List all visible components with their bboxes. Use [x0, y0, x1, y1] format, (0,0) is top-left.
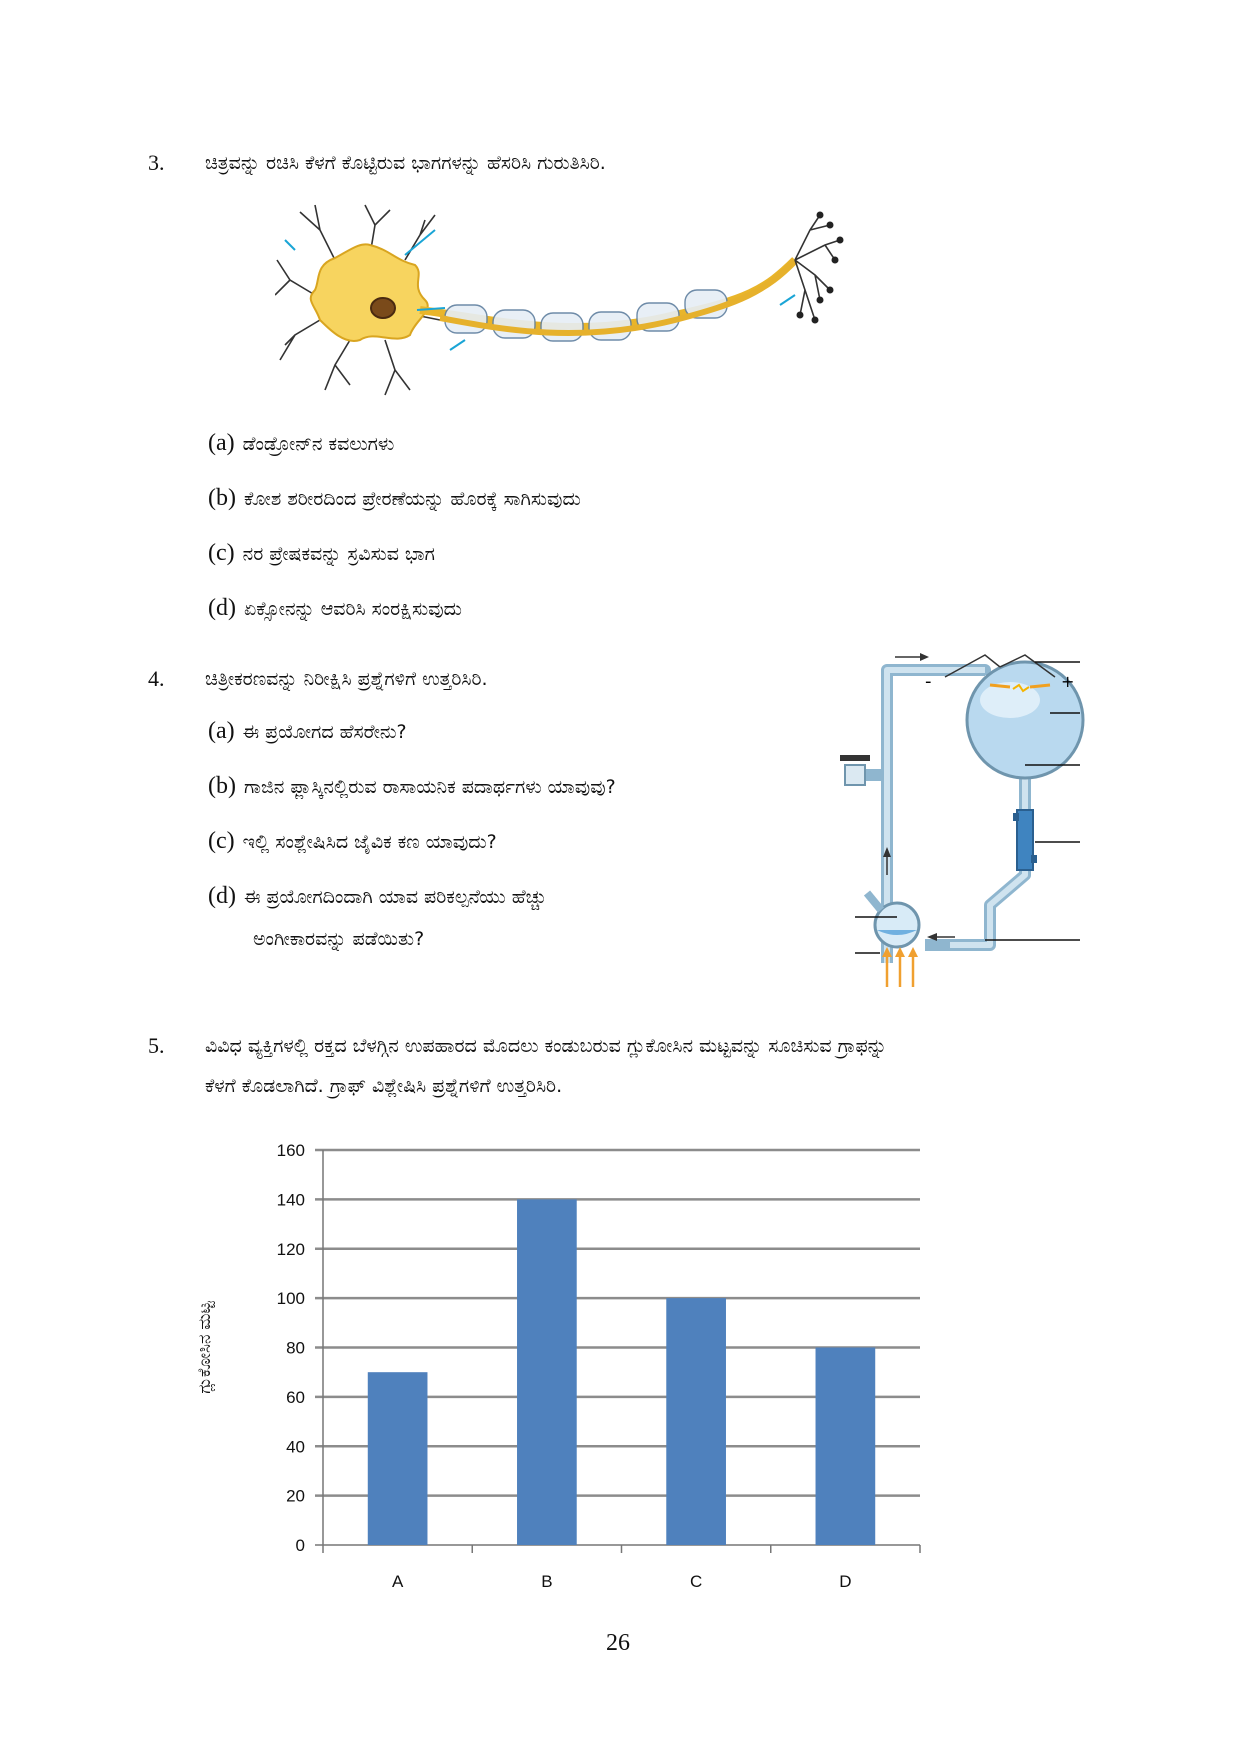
q5-line1: ವಿವಿಧ ವ್ಯಕ್ತಿಗಳಲ್ಲಿ ರಕ್ತದ ಬೆಳಗ್ಗಿನ ಉಪಹಾರದ ಮೊದಲು ಕಂಡುಬರುವ ಗ್ಲುಕೋಸಿನ ಮಟ್ಟವನ್ನು ಸೂಚಿಸುವ ಗ್ರಾಫನ್ನು: [205, 1035, 887, 1057]
q4-option-a: [208, 718, 407, 745]
q5-number: 5.: [148, 1033, 165, 1058]
option-label: (b): [208, 485, 236, 511]
electrode-minus-label: -: [925, 671, 932, 692]
bar-c: [666, 1298, 726, 1545]
y-tick-label: 40: [286, 1437, 305, 1457]
y-tick-label: 80: [286, 1338, 305, 1358]
y-axis-label: ಗ್ಲುಕೋಸಿನ ಮಟ್ಟ: [195, 1301, 214, 1394]
q4-text: ಚಿತ್ರೀಕರಣವನ್ನು ನಿರೀಕ್ಷಿಸಿ ಪ್ರಶ್ನೆಗಳಿಗೆ ಉತ್ತರಿಸಿರಿ.: [205, 668, 488, 690]
option-text: ನರ ಪ್ರೇಷಕವನ್ನು ಸ್ರವಿಸುವ ಭಾಗ: [242, 543, 435, 565]
bar-b: [517, 1199, 577, 1545]
y-tick-labels: [277, 1141, 305, 1555]
y-tick-label: 140: [276, 1190, 305, 1210]
option-label: (d): [208, 883, 236, 909]
page-number: 26: [606, 1630, 630, 1656]
q3-option-d: [208, 595, 462, 622]
q4-option-b: [208, 773, 616, 800]
stopcock: [840, 755, 870, 785]
y-tick-label: 60: [286, 1387, 305, 1407]
q3-option-a: [208, 430, 394, 457]
category-label: A: [391, 1572, 404, 1591]
option-text: ಕೋಶ ಶರೀರದಿಂದ ಪ್ರೇರಣೆಯನ್ನು ಹೊರಕ್ಕೆ ಸಾಗಿಸುವುದು: [243, 488, 581, 510]
option-label: (c): [208, 828, 235, 854]
bar-a: [368, 1372, 428, 1545]
q4-option-c: [208, 828, 497, 855]
axon-terminals: [795, 215, 840, 320]
option-text: ಗಾಜಿನ ಫ್ಲಾಸ್ಕಿನಲ್ಲಿರುವ ರಾಸಾಯನಿಕ ಪದಾರ್ಥಗಳು ಯಾವುವು?: [243, 776, 616, 798]
water-flask: [875, 903, 919, 947]
y-tick-label: 120: [276, 1239, 305, 1259]
neuron-figure: [275, 200, 885, 410]
option-text: ಏಕ್ಸೋನನ್ನು ಆವರಿಸಿ ಸಂರಕ್ಷಿಸುವುದು: [243, 598, 462, 620]
category-label: B: [541, 1572, 553, 1591]
y-tick-label: 160: [276, 1141, 305, 1160]
q4-option-d: [208, 883, 547, 910]
miller-urey-apparatus: [825, 645, 1085, 995]
option-text: ಇಲ್ಲಿ ಸಂಶ್ಲೇಷಿಸಿದ ಜೈವಿಕ ಕಣ ಯಾವುದು?: [242, 831, 497, 853]
q3-option-c: [208, 540, 435, 567]
option-text: ಈ ಪ್ರಯೋಗದಿಂದಾಗಿ ಯಾವ ಪರಿಕಲ್ಪನೆಯು ಹೆಚ್ಚು: [243, 886, 547, 908]
category-label: D: [839, 1572, 852, 1591]
cell-body: [311, 244, 428, 341]
q3-text: ಚಿತ್ರವನ್ನು ರಚಿಸಿ ಕೆಳಗೆ ಕೊಟ್ಟಿರುವ ಭಾಗಗಳನ್ನು ಹೆಸರಿಸಿ ಗುರುತಿಸಿರಿ.: [205, 152, 606, 174]
condenser: [1017, 810, 1033, 870]
option-label: (a): [208, 718, 235, 744]
option-text: ಡೆಂಡ್ರೋನ್‌ನ ಕವಲುಗಳು: [242, 433, 395, 455]
category-label: C: [689, 1572, 703, 1591]
option-label: (a): [208, 430, 235, 456]
electrode-plus-label: +: [1061, 672, 1075, 691]
q3-number: 3.: [148, 150, 165, 175]
bar-d: [816, 1348, 876, 1546]
bars: [368, 1199, 875, 1545]
nucleus: [371, 298, 395, 318]
option-label: (b): [208, 773, 236, 799]
q4-number: 4.: [148, 666, 165, 691]
flow-arrow-icon: [920, 653, 929, 661]
option-text: ಈ ಪ್ರಯೋಗದ ಹೆಸರೇನು?: [242, 721, 407, 743]
glucose-bar-chart: [180, 1120, 940, 1600]
y-tick-label: 0: [295, 1536, 305, 1555]
y-tick-label: 100: [276, 1289, 305, 1309]
q5-line2: ಕೆಳಗೆ ಕೊಡಲಾಗಿದೆ. ಗ್ರಾಫ್ ವಿಶ್ಲೇಷಿಸಿ ಪ್ರಶ್ನೆಗಳಿಗೆ ಉತ್ತರಿಸಿರಿ.: [205, 1075, 563, 1097]
option-label: (c): [208, 540, 235, 566]
q4-option-d-continued: ಅಂಗೀಕಾರವನ್ನು ಪಡೆಯಿತು?: [253, 928, 425, 950]
y-tick-label: 20: [286, 1486, 305, 1506]
q3-option-b: [208, 485, 581, 512]
option-label: (d): [208, 595, 236, 621]
x-tick-labels: [392, 1572, 852, 1591]
